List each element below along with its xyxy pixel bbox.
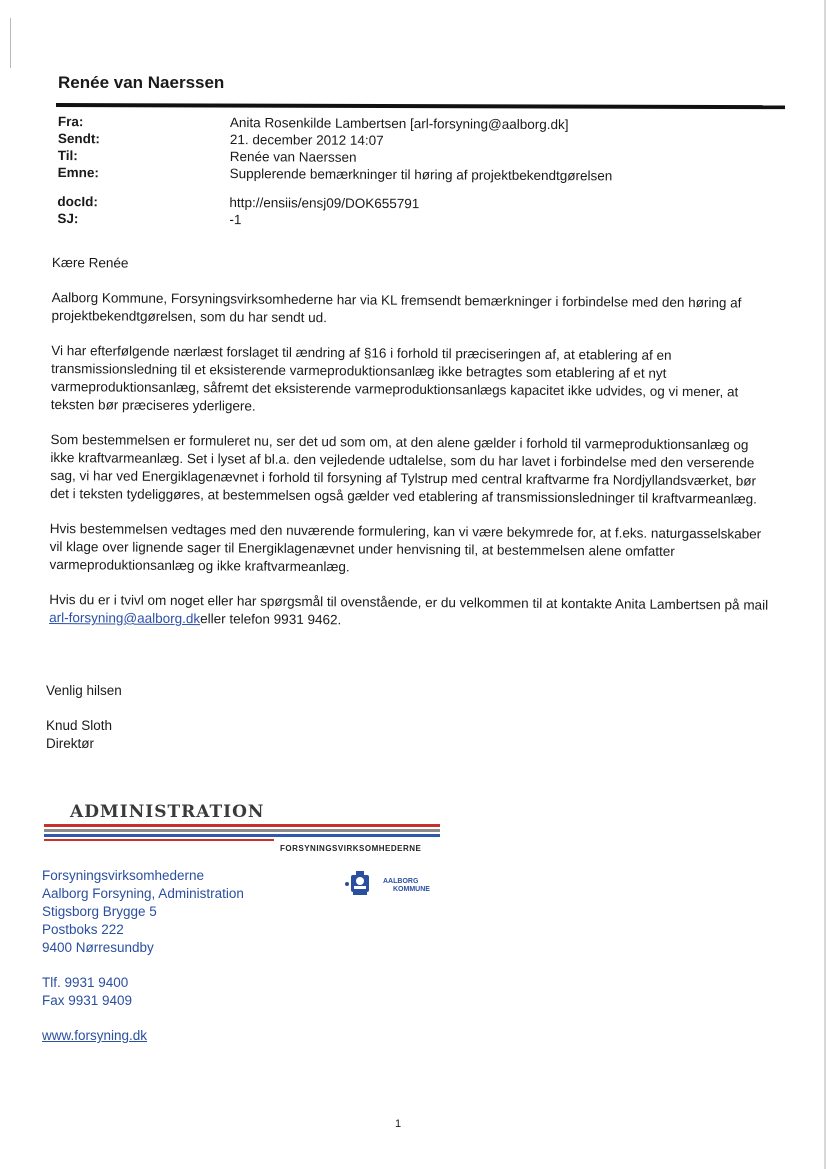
contact-phone-text: eller telefon 9931 9462. bbox=[200, 611, 342, 628]
scan-margin-mark bbox=[10, 18, 11, 68]
address-org: Forsyningsvirksomhederne bbox=[42, 868, 205, 883]
kommune-logo-text bbox=[383, 878, 430, 894]
logo-stripe-blue bbox=[44, 834, 440, 837]
kommune-logo-line2: KOMMUNE bbox=[393, 886, 430, 893]
logo-stripe-red bbox=[44, 824, 440, 827]
fax-number: Fax 9931 9409 bbox=[42, 993, 133, 1008]
scan-edge-shadow bbox=[824, 0, 826, 1169]
header-divider bbox=[56, 103, 785, 109]
docid-label: docId: bbox=[57, 193, 99, 210]
sent-label: Sendt: bbox=[57, 130, 100, 147]
address-street: Stigsborg Brygge 5 bbox=[42, 904, 157, 919]
from-label: Fra: bbox=[57, 113, 84, 130]
greeting: Kære Renée bbox=[51, 254, 129, 271]
signer-name: Knud Sloth bbox=[46, 718, 113, 733]
contact-email-link[interactable]: arl-forsyning@aalborg.dk bbox=[49, 609, 201, 627]
paragraph-5 bbox=[49, 591, 769, 633]
administration-logo-subtitle: FORSYNINGSVIRKSOMHEDERNE bbox=[280, 844, 422, 853]
sj-value: -1 bbox=[229, 212, 242, 228]
kommune-crest-icon bbox=[343, 870, 381, 898]
paragraph-3: Som bestemmelsen er formuleret nu, ser det ud som om, at den alene gælder i forhold til varmeproduktionsanlæg og ikke kraftvarmeanlæg. Set i lyset af bl.a. den vejledende udtalelse, som du har lavet i forbindelse med den verserende sag, vi har ved Energiklagenævnet i forhold til forsyning af Tylstrup med central kraftvarme fra Nordjyllandsværket, bør det i teksten tydeliggøres, at bestemmelsen også gælder ved etablering af transmissionsledninger til kraftvarmeanlæg. bbox=[50, 431, 758, 507]
to-label: Til: bbox=[57, 147, 78, 164]
website-link[interactable]: www.forsyning.dk bbox=[42, 1028, 148, 1043]
subject-value: Supplerende bemærkninger til høring af projektbekendtgørelsen bbox=[229, 166, 613, 184]
sj-label: SJ: bbox=[57, 210, 79, 227]
logo-stripe-accent bbox=[44, 839, 274, 841]
signer-title: Direktør bbox=[46, 736, 94, 751]
closing-block bbox=[46, 682, 122, 753]
sender-name: Renée van Naerssen bbox=[58, 73, 225, 92]
address-pobox: Postboks 222 bbox=[42, 922, 124, 937]
aalborg-kommune-logo bbox=[343, 870, 430, 903]
header-row-sj bbox=[57, 210, 777, 231]
contact-text: Hvis du er i tvivl om noget eller har spørgsmål til ovenstående, er du velkommen til at kontakte Anita Lambertsen på mail bbox=[49, 591, 769, 613]
email-body bbox=[49, 254, 772, 650]
paragraph-1: Aalborg Kommune, Forsyningsvirksomhederne har via KL fremsendt bemærkninger i forbindelse med den høring af projektbekendtgørelsen, som du har sendt ud. bbox=[51, 289, 742, 326]
to-value: Renée van Naerssen bbox=[229, 149, 357, 165]
paragraph-4: Hvis bestemmelsen vedtages med den nuværende formulering, kan vi være bekymrede for, at f.eks. naturgasselskaber vil klage over lignende sager til Energiklagenævnet under henvisning til, at bestemmelsen alene omfatter varmeproduktionsanlæg og ikke kraftvarmeanlæg. bbox=[49, 520, 762, 575]
address-city: 9400 Nørresundby bbox=[42, 940, 154, 955]
address-block bbox=[42, 867, 244, 1045]
phone-number: Tlf. 9931 9400 bbox=[42, 975, 129, 990]
docid-value: http://ensiis/ensj09/DOK655791 bbox=[229, 195, 420, 212]
logo-stripe-gray bbox=[44, 829, 440, 832]
sent-value: 21. december 2012 14:07 bbox=[229, 132, 384, 148]
address-dept: Aalborg Forsyning, Administration bbox=[42, 886, 244, 901]
page-number: 1 bbox=[395, 1118, 402, 1130]
administration-logo bbox=[44, 802, 444, 862]
subject-label: Emne: bbox=[57, 164, 99, 181]
kommune-logo-line1: AALBORG bbox=[383, 878, 419, 885]
from-value: Anita Rosenkilde Lambertsen [arl-forsyning@aalborg.dk] bbox=[229, 115, 569, 133]
paragraph-2: Vi har efterfølgende nærlæst forslaget til ændring af §16 i forhold til præciseringen af, at etablering af en transmissionsledning til et eksisterende varmeproduktionsanlæg ikke betragtes som etablering af et nyt varmeproduktionsanlæg, såfremt det eksisterende varmeproduktionsanlægs kapacitet ikke udvides, og vi mener, at teksten bør præciseres yderligere. bbox=[50, 342, 739, 414]
email-header bbox=[57, 113, 778, 231]
administration-logo-title: ADMINISTRATION bbox=[70, 802, 265, 822]
closing-salutation: Venlig hilsen bbox=[46, 683, 122, 698]
